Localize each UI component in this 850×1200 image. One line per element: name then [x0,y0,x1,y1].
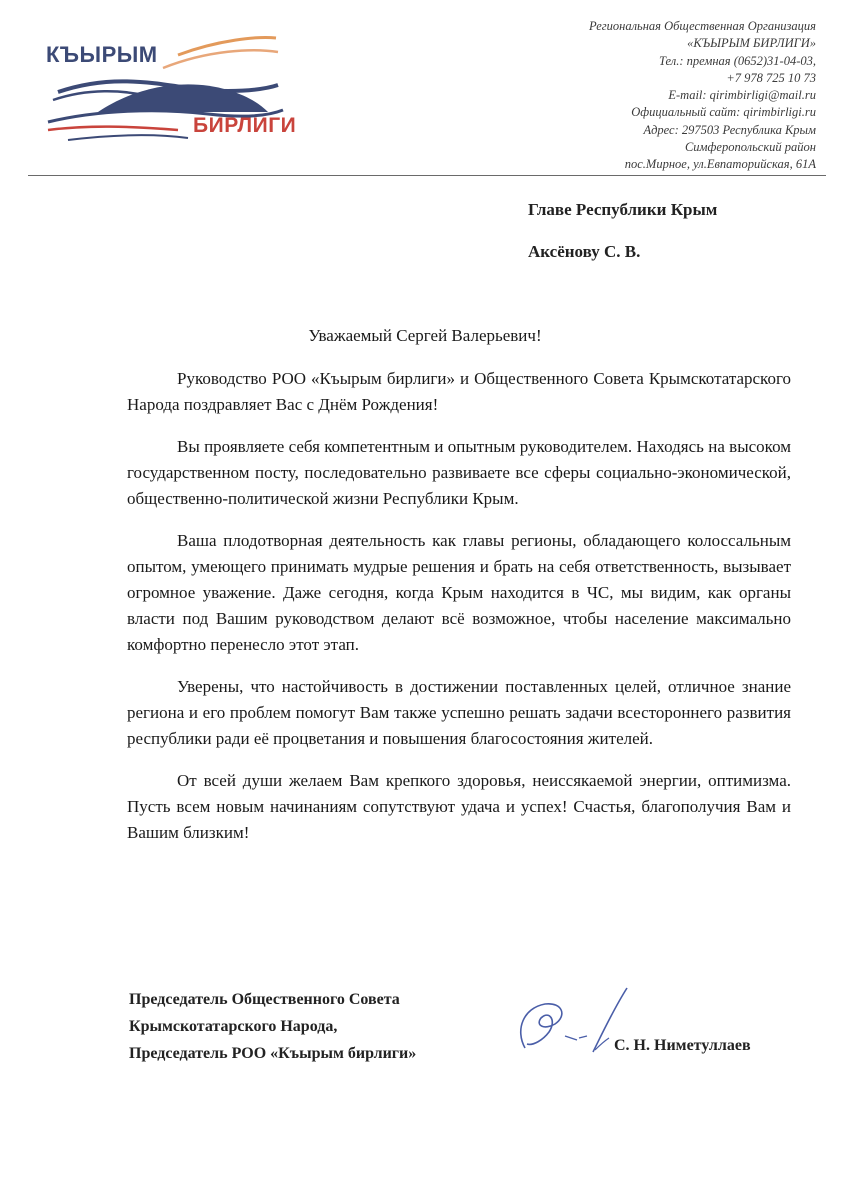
contact-line: пос.Мирное, ул.Евпаторийская, 61А [624,157,816,172]
organization-logo [28,30,318,150]
signatory-title-line: Председатель РОО «Къырым бирлиги» [129,1045,417,1062]
contact-line: «КЪЫРЫМ БИРЛИГИ» [687,36,816,51]
contact-line: Региональная Общественная Организация [589,19,816,33]
contact-line: Официальный сайт: qirimbirligi.ru [631,105,816,120]
addressee-name: Аксёнову С. В. [528,242,641,261]
contact-line: Тел.: премная (0652)31-04-03, [659,53,816,68]
body-paragraph: Вы проявляете себя компетентным и опытным руководителем. Находясь на высоком государственном посту, последовательно развиваете все сферы социально-экономической, общественно-политической жизни Республики Крым. [127,437,791,508]
signatory-title [129,986,416,1067]
body-paragraph: От всей души желаем Вам крепкого здоровья, неиссякаемой энергии, оптимизма. Пусть всем новым начинаниям сопутствуют удача и успех! Счастья, благополучия Вам и Вашим близким! [127,771,791,842]
header-divider [28,175,826,176]
body-paragraph: Руководство РОО «Къырым бирлиги» и Общественного Совета Крымскотатарского Народа поздравляет Вас с Днём Рождения! [127,369,791,414]
body-paragraph: Ваша плодотворная деятельность как главы регионы, обладающего колоссальным опытом, умеющего принимать мудрые решения и брать на себя ответственность, вызывает огромное уважение. Даже сегодня, когда Крым находится в ЧС, мы видим, как органы власти под Вашим руководством делают всё возможное, чтобы население максимально комфортно перенесло этот этап. [127,531,791,654]
signatory-title-line: Крымскотатарского Народа, [129,1018,338,1035]
addressee-position: Главе Республики Крым [528,200,718,219]
logo-wordmark-top: КЪЫРЫМ [46,42,158,67]
signatory-name: С. Н. Ниметуллаев [614,1037,751,1054]
salutation: Уважаемый Сергей Валерьевич! [308,326,542,345]
addressee-block [528,200,717,284]
contact-line: Симферопольский район [684,140,816,155]
organization-contacts [486,18,816,174]
logo-wordmark-bottom: БИРЛИГИ [193,114,297,137]
contact-line: E-mail: qirimbirligi@mail.ru [668,88,816,103]
signatory-title-line: Председатель Общественного Совета [129,991,400,1008]
contact-line: Адрес: 297503 Республика Крым [643,122,816,137]
contact-line: +7 978 725 10 73 [726,70,816,85]
body-paragraph: Уверены, что настойчивость в достижении поставленных целей, отличное знание региона и его проблем помогут Вам также успешно решать задачи всестороннего развития республики ради её процветания и повышения благосостояния жителей. [127,677,791,748]
letter-body [127,366,791,862]
